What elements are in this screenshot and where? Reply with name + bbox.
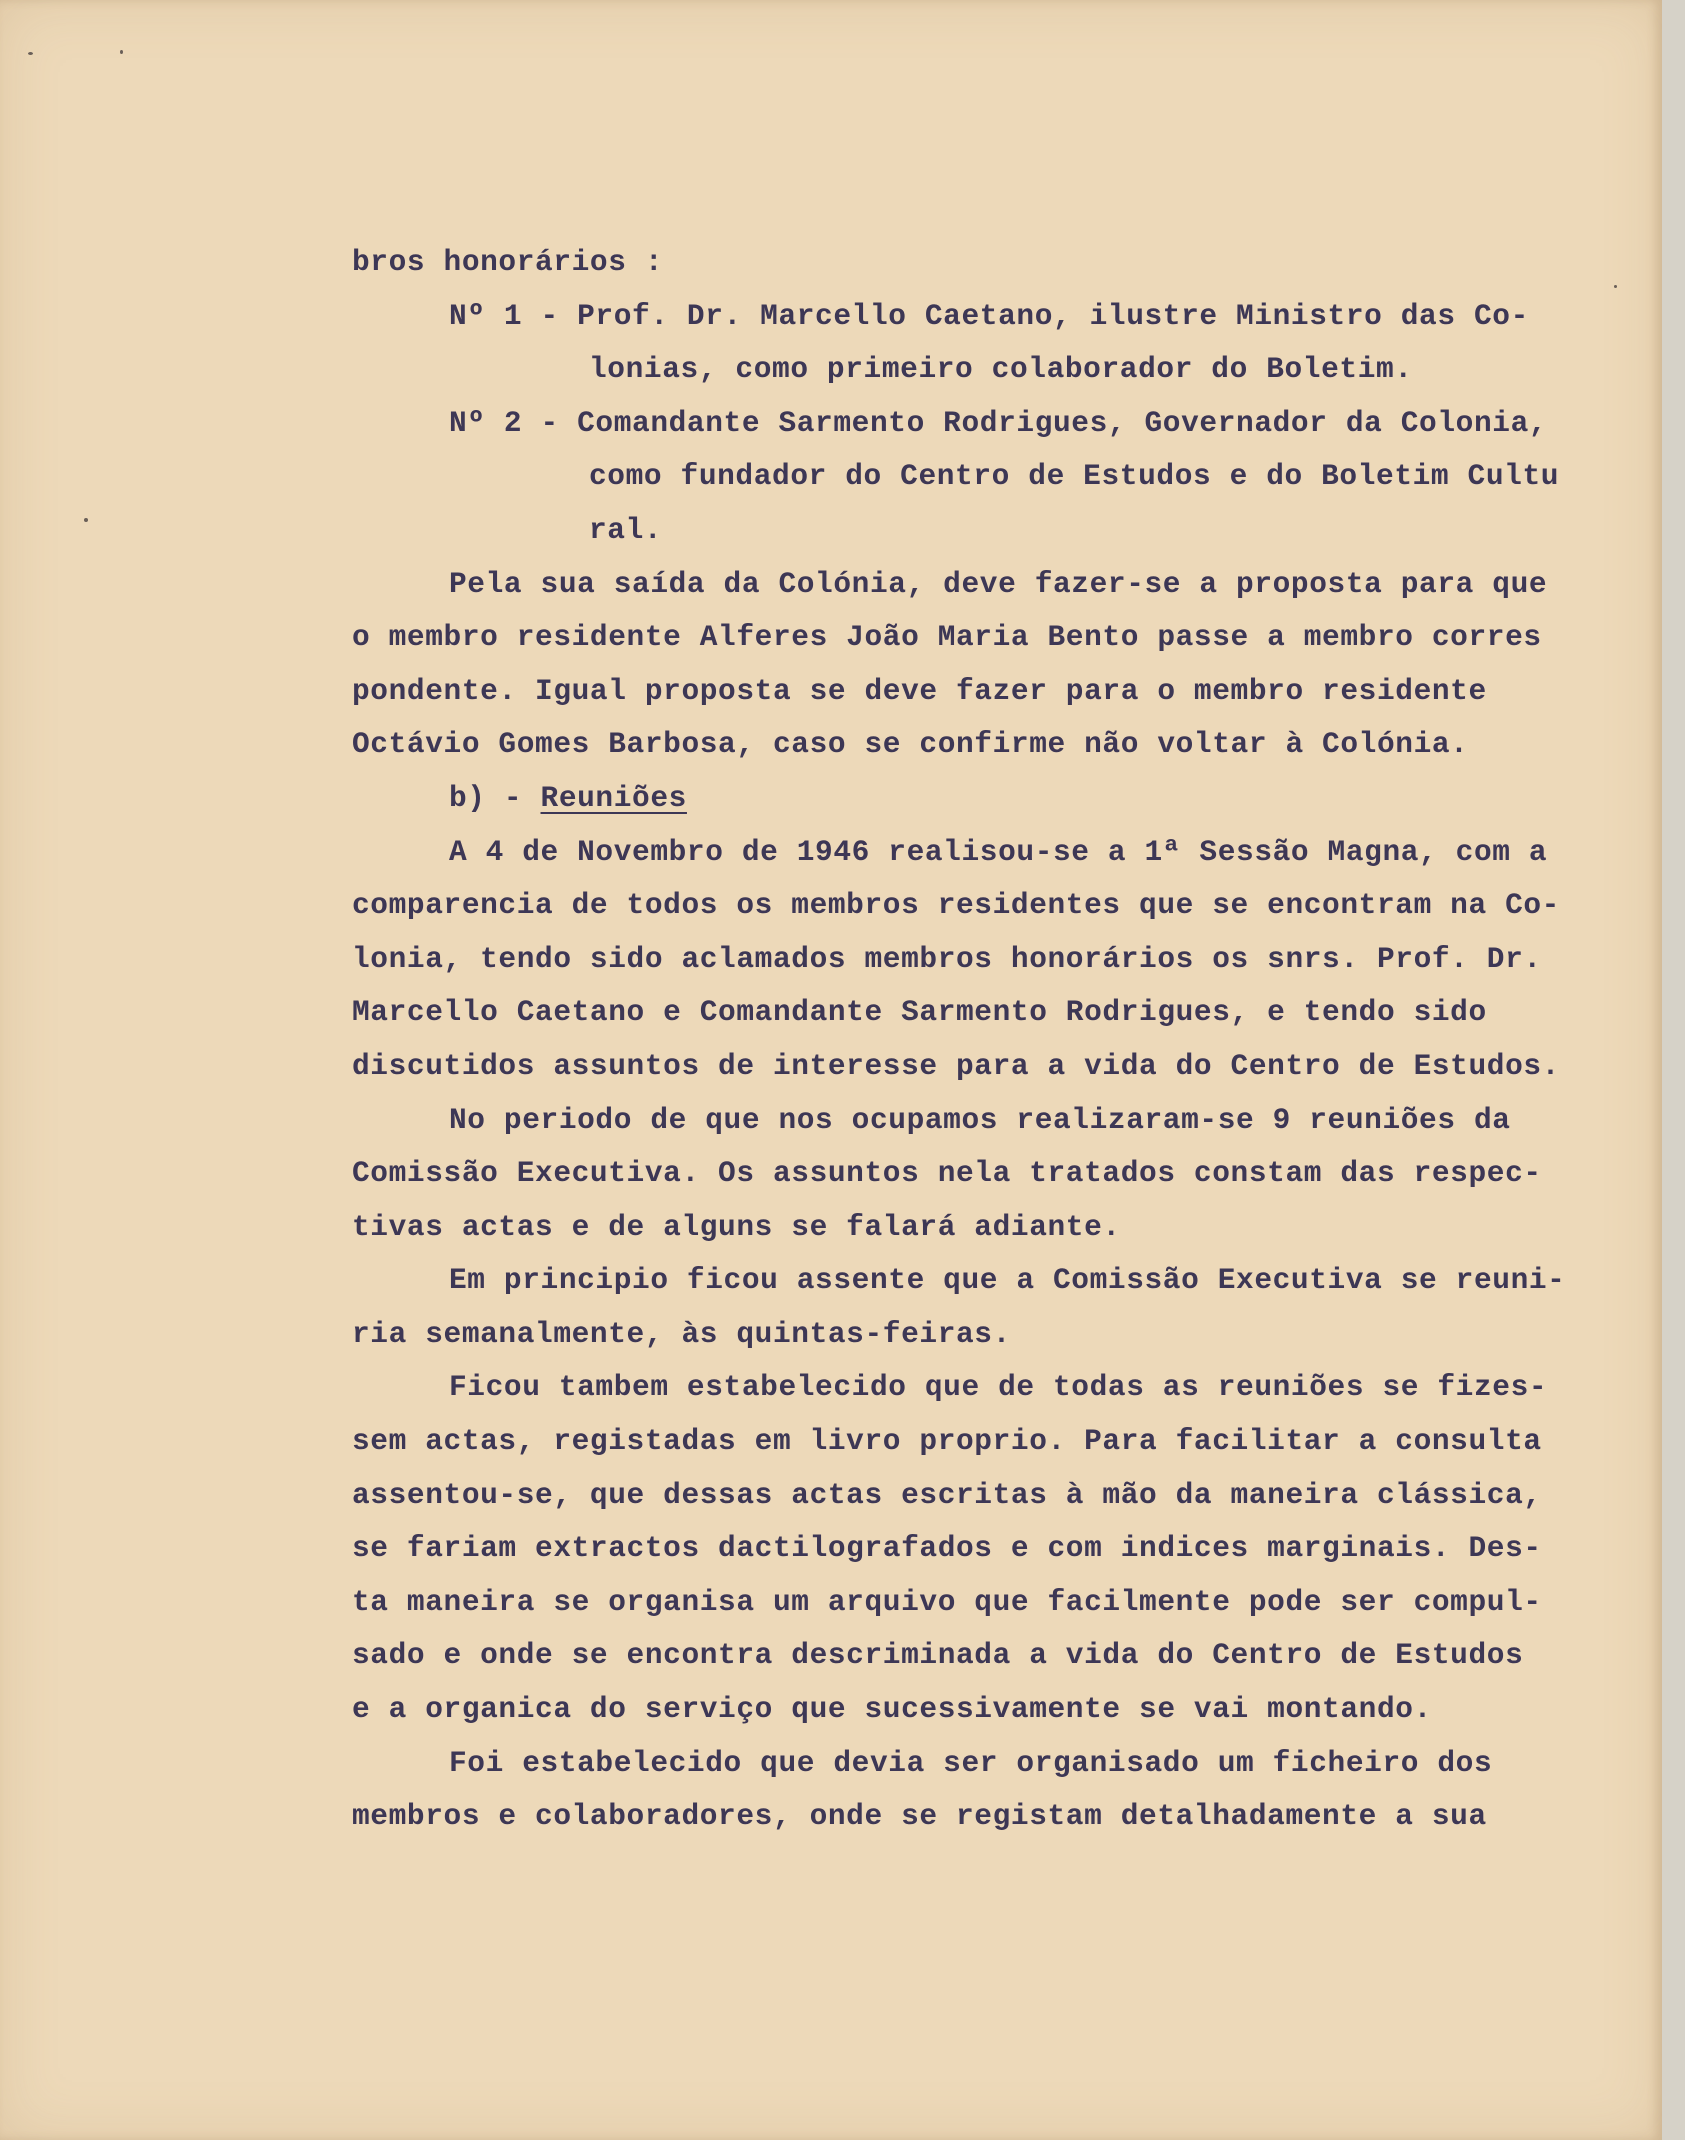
text-line: tivas actas e de alguns se falará adiante. xyxy=(352,1209,1121,1244)
section-heading-underlined: Reuniões xyxy=(540,780,687,815)
text-line: ral. xyxy=(589,512,663,547)
text-line: bros honorários : xyxy=(352,245,664,279)
paper-speck xyxy=(28,52,33,55)
text-line: Octávio Gomes Barbosa, caso se confirme não voltar à Colónia. xyxy=(352,727,1469,762)
text-line: Comissão Executiva. Os assuntos nela tratados constam das respec- xyxy=(352,1156,1542,1191)
text-line: Nº 2 - Comandante Sarmento Rodrigues, Governador da Colonia, xyxy=(449,405,1548,440)
text-line: sem actas, registadas em livro proprio. Para facilitar a consulta xyxy=(352,1424,1542,1459)
text-line: assentou-se, que dessas actas escritas à mão da maneira clássica, xyxy=(352,1477,1542,1512)
typed-text-body xyxy=(352,236,1642,1844)
text-line: discutidos assuntos de interesse para a vida do Centro de Estudos. xyxy=(352,1048,1560,1083)
paper-speck xyxy=(84,518,88,522)
text-line: Foi estabelecido que devia ser organisado um ficheiro dos xyxy=(449,1745,1493,1780)
text-line: Nº 1 - Prof. Dr. Marcello Caetano, ilustre Ministro das Co- xyxy=(449,298,1529,333)
text-line: como fundador do Centro de Estudos e do Boletim Cultu xyxy=(589,459,1560,494)
text-line: Pela sua saída da Colónia, deve fazer-se a proposta para que xyxy=(449,566,1548,601)
text-line: Em principio ficou assente que a Comissão Executiva se reuni- xyxy=(449,1263,1566,1298)
text-line: o membro residente Alferes João Maria Bento passe a membro corres xyxy=(352,620,1542,655)
text-line: comparencia de todos os membros residentes que se encontram na Co- xyxy=(352,888,1560,923)
text-line: lonias, como primeiro colaborador do Boletim. xyxy=(589,352,1413,387)
paper-speck xyxy=(120,50,123,54)
text-line: membros e colaboradores, onde se registam detalhadamente a sua xyxy=(352,1799,1487,1834)
text-line: Marcello Caetano e Comandante Sarmento Rodrigues, e tendo sido xyxy=(352,995,1487,1030)
text-line: lonia, tendo sido aclamados membros honorários os snrs. Prof. Dr. xyxy=(352,941,1542,976)
scan-background-edge xyxy=(1662,0,1685,2140)
text-line: No periodo de que nos ocupamos realizaram-se 9 reuniões da xyxy=(449,1102,1511,1137)
text-line: se fariam extractos dactilografados e com indices marginais. Des- xyxy=(352,1531,1542,1566)
text-line: ria semanalmente, às quintas-feiras. xyxy=(352,1316,1011,1351)
text-line: e a organica do serviço que sucessivamente se vai montando. xyxy=(352,1692,1432,1727)
text-line: A 4 de Novembro de 1946 realisou-se a 1ª Sessão Magna, com a xyxy=(449,834,1548,869)
text-line: sado e onde se encontra descriminada a vida do Centro de Estudos xyxy=(352,1638,1524,1673)
text-line: ta maneira se organisa um arquivo que facilmente pode ser compul- xyxy=(352,1584,1542,1619)
section-heading: b) - Reuniões xyxy=(449,780,687,815)
text-line: pondente. Igual proposta se deve fazer para o membro residente xyxy=(352,673,1487,708)
text-line: Ficou tambem estabelecido que de todas as reuniões se fizes- xyxy=(449,1370,1548,1405)
